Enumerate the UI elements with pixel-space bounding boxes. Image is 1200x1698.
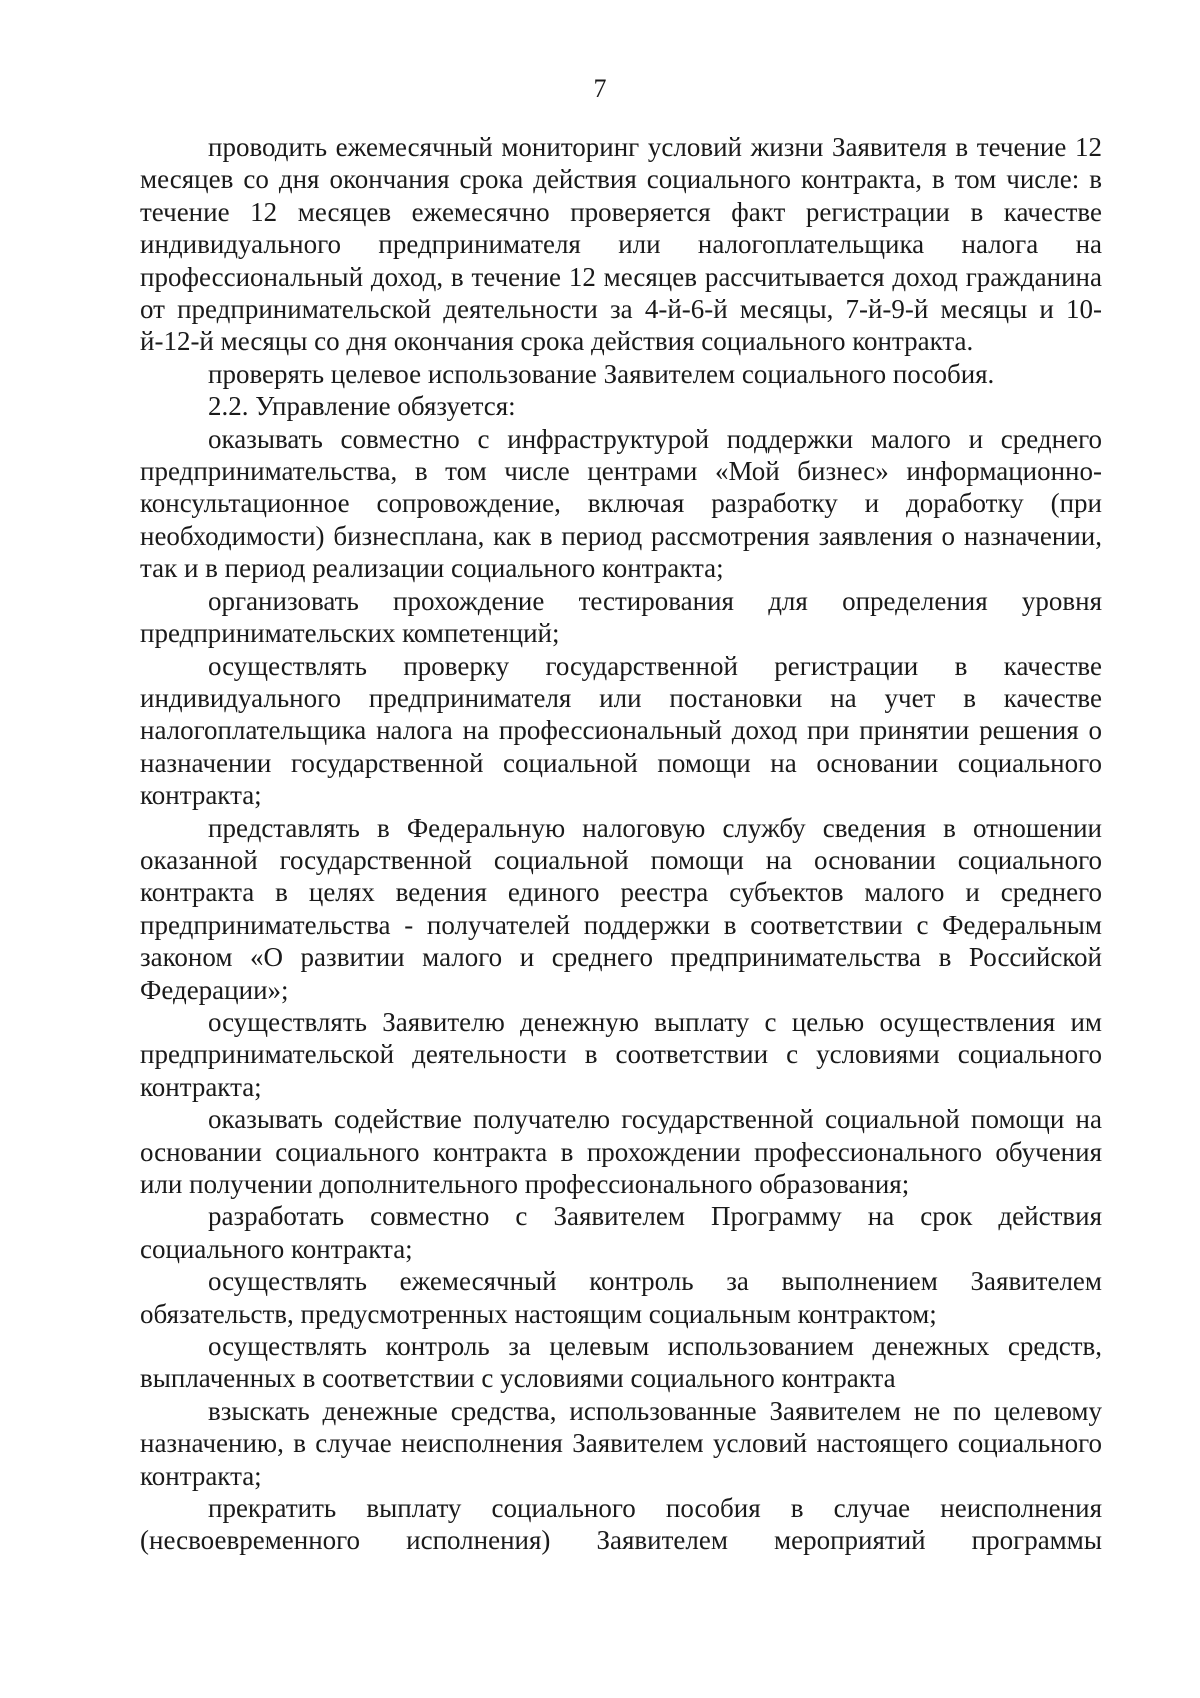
section-heading-2-2: 2.2. Управление обязуется: [208, 391, 516, 422]
paragraph-payment-termination: прекратить выплату социального пособия в случае неисполнения (несвоевременного исполнения) Заявителем мероприятий программы [140, 1493, 1102, 1556]
paragraph-funds-recovery: взыскать денежные средства, использованные Заявителем не по целевому назначению, в случае неисполнения Заявителем условий настоящего социального контракта; [140, 1395, 1102, 1491]
paragraph-target-use-check: проверять целевое использование Заявителем социального пособия. [208, 358, 995, 389]
paragraph-tax-service-reporting: представлять в Федеральную налоговую службу сведения в отношении оказанной государственной социальной помощи на основании социального контракта в целях ведения единого реестра субъектов малого и среднего предпринимательства - получателей поддержки в соответствии с Федеральным законом «О развитии малого и среднего предпринимательства в Российской Федерации»; [140, 812, 1102, 1005]
paragraph-testing: организовать прохождение тестирования для определения уровня предпринимательских компетенций; [140, 585, 1102, 649]
paragraph-funds-control: осуществлять контроль за целевым использованием денежных средств, выплаченных в соответствии с условиями социального контракта [140, 1331, 1102, 1394]
page-number: 7 [593, 74, 607, 103]
paragraph-training-assistance: оказывать содействие получателю государственной социальной помощи на основании социального контракта в прохождении профессионального обучения или получении дополнительного профессионального образования; [140, 1104, 1102, 1199]
paragraph-monthly-control: осуществлять ежемесячный контроль за выполнением Заявителем обязательств, предусмотренных настоящим социальным контрактом; [140, 1266, 1102, 1329]
document-body [140, 131, 1102, 1557]
paragraph-monitoring: проводить ежемесячный мониторинг условий жизни Заявителя в течение 12 месяцев со дня окончания срока действия социального контракта, в том числе: в течение 12 месяцев ежемесячно проверяется факт регистрации в качестве индивидуального предпринимателя или налогоплательщика налога на профессиональный доход, в течение 12 месяцев рассчитывается доход гражданина от предпринимательской деятельности за 4-й-6-й месяцы, 7-й-9-й месяцы и 10-й-12-й месяцы со дня окончания срока действия социального контракта. [140, 132, 1102, 357]
paragraph-program-development: разработать совместно с Заявителем Программу на срок действия социального контракта; [140, 1201, 1102, 1264]
paragraph-cash-payment: осуществлять Заявителю денежную выплату с целью осуществления им предпринимательской деятельности в соответствии с условиями социального контракта; [140, 1006, 1102, 1102]
paragraph-consulting-support: оказывать совместно с инфраструктурой поддержки малого и среднего предпринимательства, в том числе центрами «Мой бизнес» информационно-консультационное сопровождение, включая разработку и доработку (при необходимости) бизнесплана, как в период рассмотрения заявления о назначении, так и в период реализации социального контракта; [140, 423, 1102, 584]
paragraph-registration-check: осуществлять проверку государственной регистрации в качестве индивидуального предпринимателя или постановки на учет в качестве налогоплательщика налога на профессиональный доход при принятии решения о назначении государственной социальной помощи на основании социального контракта; [140, 650, 1102, 811]
